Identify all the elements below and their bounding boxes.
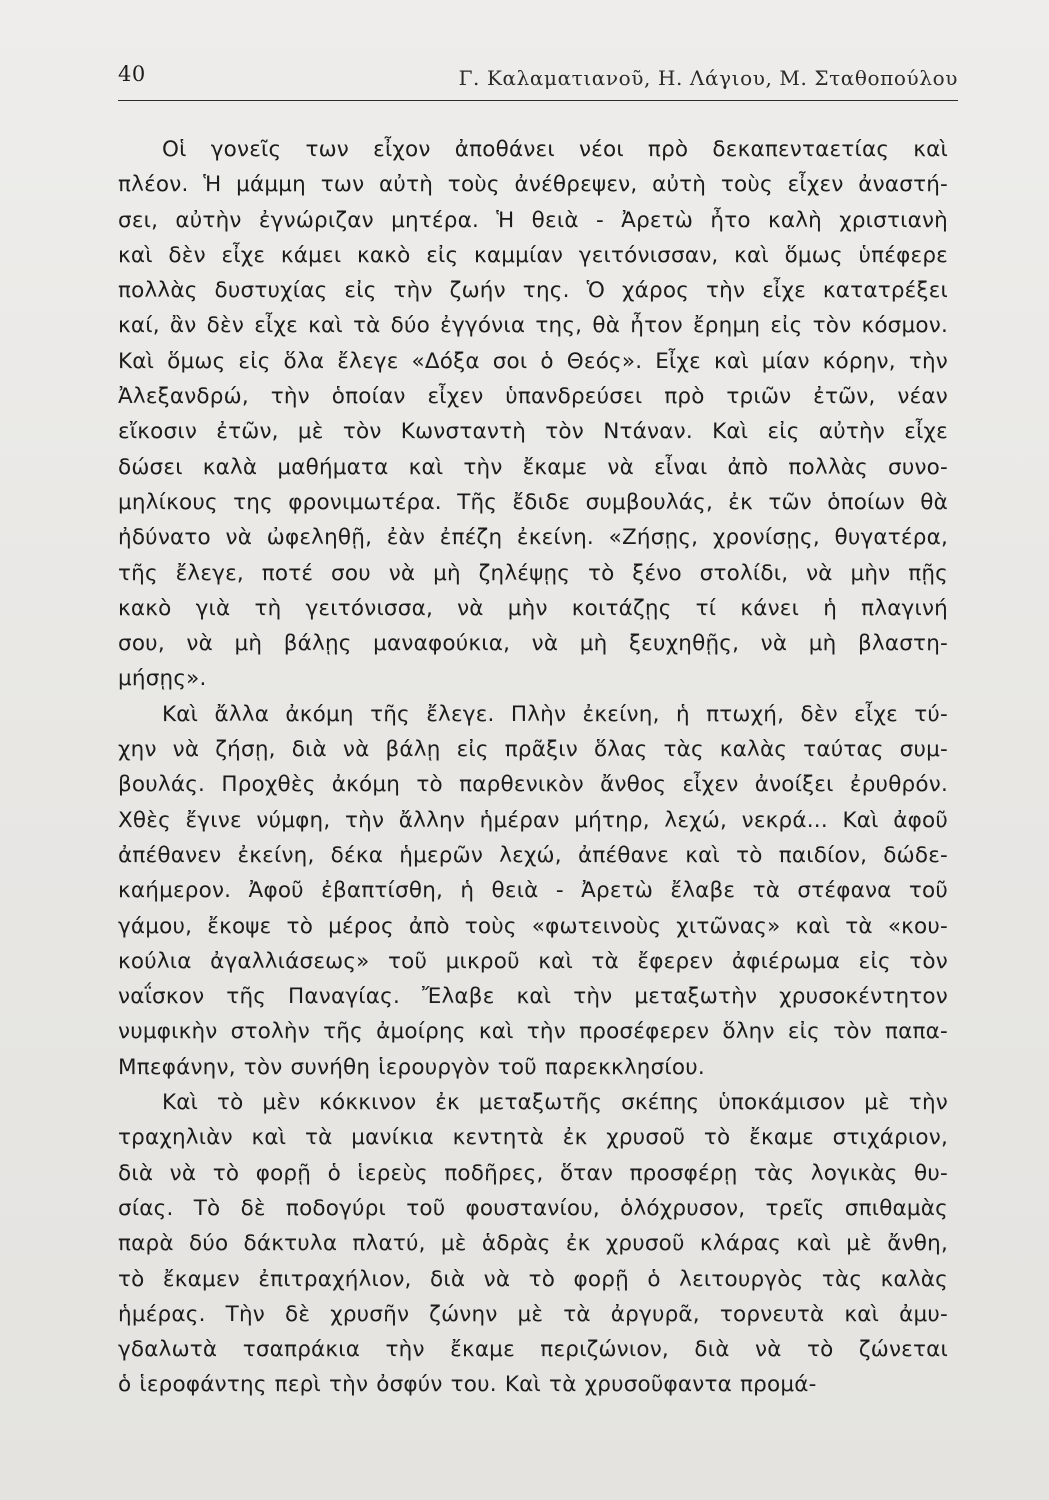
text-line: σει, αὐτὴν ἐγνώριζαν μητέρα. Ἡ θειὰ - Ἀρετὼ ἦτο καλὴ χριστιανὴ [118, 207, 948, 233]
text-line: Καὶ τὸ μὲν κόκκινον ἐκ μεταξωτῆς σκέπης ὑποκάμισον μὲ τὴν [162, 1090, 948, 1116]
body-text [118, 132, 948, 1403]
text-line: καὶ δὲν εἶχε κάμει κακὸ εἰς καμμίαν γειτόνισσαν, καὶ ὅμως ὑπέφερε [118, 242, 948, 268]
text-line: Καὶ ἄλλα ἀκόμη τῆς ἔλεγε. Πλὴν ἐκείνη, ἡ πτωχή, δὲν εἶχε τύ- [162, 701, 948, 727]
text-line: σίας. Τὸ δὲ ποδογύρι τοῦ φουστανίου, ὁλόχρυσον, τρεῖς σπιθαμὰς [118, 1195, 948, 1221]
text-line: Καὶ ὅμως εἰς ὅλα ἔλεγε «Δόξα σοι ὁ Θεός». Εἶχε καὶ μίαν κόρην, τὴν [118, 348, 948, 374]
text-line: τραχηλιὰν καὶ τὰ μανίκια κεντητὰ ἐκ χρυσοῦ τὸ ἔκαμε στιχάριον, [118, 1125, 948, 1151]
text-line: μήσῃς». [118, 666, 207, 692]
text-line: μηλίκους της φρονιμωτέρα. Τῆς ἔδιδε συμβουλάς, ἐκ τῶν ὁποίων θὰ [118, 489, 948, 515]
text-line: γάμου, ἔκοψε τὸ μέρος ἀπὸ τοὺς «φωτεινοὺς χιτῶνας» καὶ τὰ «κου- [118, 913, 948, 939]
text-line: ἠδύνατο νὰ ὠφεληθῇ, ἐὰν ἐπέζη ἐκείνη. «Ζήσῃς, χρονίσῃς, θυγατέρα, [118, 525, 948, 551]
text-line: καί, ἂν δὲν εἶχε καὶ τὰ δύο ἐγγόνια της, θὰ ἦτον ἔρημη εἰς τὸν κόσμον. [118, 313, 948, 339]
text-line: διὰ νὰ τὸ φορῇ ὁ ἱερεὺς ποδῆρες, ὅταν προσφέρῃ τὰς λογικὰς θυ- [118, 1160, 948, 1186]
text-line: πολλὰς δυστυχίας εἰς τὴν ζωήν της. Ὁ χάρος τὴν εἶχε κατατρέξει [118, 278, 948, 304]
text-line: τὸ ἔκαμεν ἐπιτραχήλιον, διὰ νὰ τὸ φορῇ ὁ λειτουργὸς τὰς καλὰς [118, 1266, 948, 1292]
text-line: γδαλωτὰ τσαπράκια τὴν ἔκαμε περιζώνιον, διὰ νὰ τὸ ζώνεται [118, 1337, 948, 1363]
text-line: σου, νὰ μὴ βάλῃς μαναφούκια, νὰ μὴ ξευχηθῇς, νὰ μὴ βλαστη- [118, 631, 948, 657]
text-line: Ἀλεξανδρώ, τὴν ὁποίαν εἶχεν ὑπανδρεύσει πρὸ τριῶν ἐτῶν, νέαν [118, 384, 948, 410]
page-number: 40 [118, 62, 146, 86]
text-line: ὁ ἱεροφάντης περὶ τὴν ὀσφύν του. Καὶ τὰ χρυσοῦφαντα προμά- [118, 1372, 817, 1398]
text-line: χην νὰ ζήσῃ, διὰ νὰ βάλῃ εἰς πρᾶξιν ὅλας τὰς καλὰς ταύτας συμ- [118, 737, 948, 763]
paragraph [118, 697, 948, 1085]
text-line: Μπεφάνην, τὸν συνήθη ἱερουργὸν τοῦ παρεκκλησίου. [118, 1054, 705, 1080]
paragraph [118, 132, 948, 697]
text-line: Οἱ γονεῖς των εἶχον ἀποθάνει νέοι πρὸ δεκαπενταετίας καὶ [162, 137, 948, 162]
running-head-authors: Γ. Καλαματιανοῦ, Η. Λάγιου, Μ. Σταθοπούλου [458, 66, 958, 90]
text-line: καήμερον. Ἀφοῦ ἐβαπτίσθη, ἡ θειὰ - Ἀρετὼ ἔλαβε τὰ στέφανα τοῦ [118, 878, 948, 904]
text-line: νυμφικὴν στολὴν τῆς ἀμοίρης καὶ τὴν προσέφερεν ὅλην εἰς τὸν παπα- [118, 1019, 948, 1045]
text-line: παρὰ δύο δάκτυλα πλατύ, μὲ ἁδρὰς ἐκ χρυσοῦ κλάρας καὶ μὲ ἄνθη, [118, 1231, 948, 1257]
text-line: βουλάς. Προχθὲς ἀκόμη τὸ παρθενικὸν ἄνθος εἶχεν ἀνοίξει ἐρυθρόν. [118, 772, 948, 798]
text-line: τῆς ἔλεγε, ποτέ σου νὰ μὴ ζηλέψῃς τὸ ξένο στολίδι, νὰ μὴν πῇς [118, 560, 948, 586]
text-line: ἀπέθανεν ἐκείνη, δέκα ἡμερῶν λεχώ, ἀπέθανε καὶ τὸ παιδίον, δώδε- [118, 842, 948, 868]
text-line: ναΐσκον τῆς Παναγίας. Ἔλαβε καὶ τὴν μεταξωτὴν χρυσοκέντητον [118, 984, 948, 1010]
text-line: δώσει καλὰ μαθήματα καὶ τὴν ἔκαμε νὰ εἶναι ἀπὸ πολλὰς συνο- [118, 454, 948, 480]
text-line: Χθὲς ἔγινε νύμφη, τὴν ἄλλην ἡμέραν μήτηρ, λεχώ, νεκρά... Καὶ ἀφοῦ [118, 807, 948, 833]
page-header [118, 60, 958, 101]
text-line: πλέον. Ἡ μάμμη των αὐτὴ τοὺς ἀνέθρεψεν, αὐτὴ τοὺς εἶχεν ἀναστή- [118, 172, 948, 198]
text-line: κούλια ἀγαλλιάσεως» τοῦ μικροῦ καὶ τὰ ἔφερεν ἀφιέρωμα εἰς τὸν [118, 948, 948, 974]
text-line: κακὸ γιὰ τὴ γειτόνισσα, νὰ μὴν κοιτάζῃς τί κάνει ἡ πλαγινή [118, 595, 948, 621]
text-line: ἡμέρας. Τὴν δὲ χρυσῆν ζώνην μὲ τὰ ἀργυρᾶ, τορνευτὰ καὶ ἀμυ- [118, 1301, 948, 1327]
text-line: εἴκοσιν ἐτῶν, μὲ τὸν Κωνσταντὴ τὸν Ντάναν. Καὶ εἰς αὐτὴν εἶχε [118, 419, 948, 445]
paragraph [118, 1085, 948, 1403]
